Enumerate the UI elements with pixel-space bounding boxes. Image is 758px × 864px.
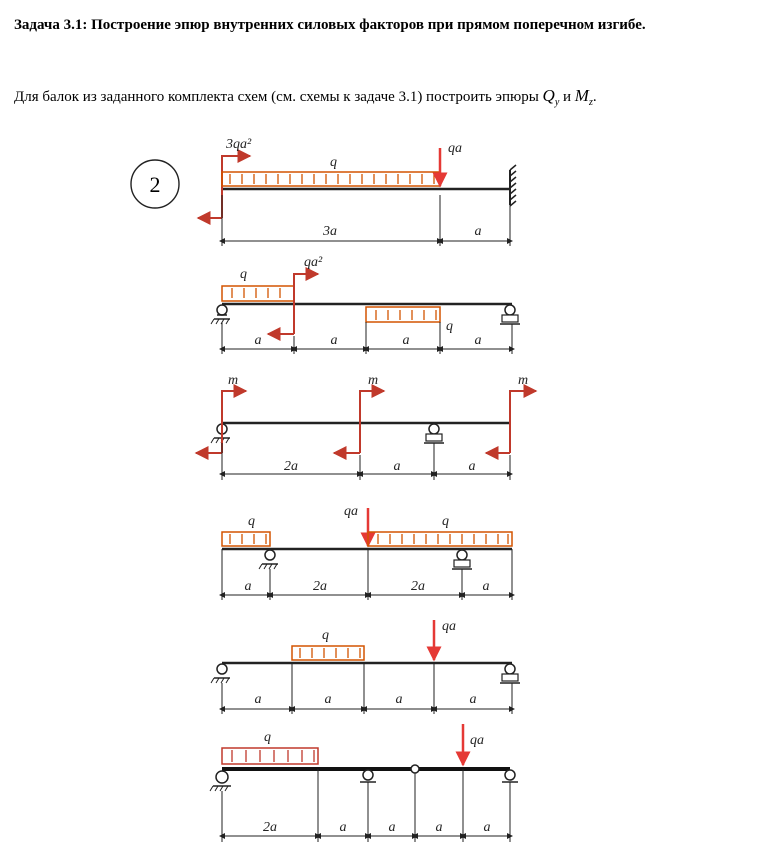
beam6-dim-5: a [483,820,491,835]
roller-support-icon [500,664,520,683]
beam-4 [222,504,512,600]
beam-2 [211,255,520,354]
beam6-force-label: qa [470,733,484,748]
beam-1 [198,137,516,246]
distributed-load-icon [222,532,270,546]
beam6-dim-3: a [388,820,396,835]
fixed-support-icon [510,165,516,206]
var-m: M [574,86,589,105]
beam4-dim-3: 2a [411,579,425,594]
distributed-load-icon [366,307,440,322]
roller-support-icon [502,770,518,782]
task-conj: и [559,89,575,105]
dimension-line [222,322,512,354]
beam2-dim-4: a [474,333,482,348]
beam1-dim-2: a [474,224,482,239]
distributed-load-icon [222,748,318,764]
roller-support-icon [424,424,444,443]
roller-support-icon [360,770,376,782]
scheme-number: 2 [149,172,161,197]
beam3-m1-label: m [228,373,239,388]
beam5-dim-4: a [469,692,477,707]
roller-support-icon [500,305,520,324]
distributed-load-icon [292,646,364,660]
beam2-q2-label: q [446,319,453,334]
hinge-icon [411,765,419,773]
pin-support-icon [210,771,231,791]
beam3-m3-label: m [518,373,529,388]
beam1-dim-1: 3a [323,224,337,239]
beam-6 [210,724,518,842]
beam3-dim-1: 2a [284,459,298,474]
beam3-dim-3: a [468,459,476,474]
dimension-line [222,195,510,246]
distributed-load-icon [222,172,440,186]
beam-5 [211,619,520,714]
beam2-q1-label: q [240,267,247,282]
scheme-number-badge [131,160,179,208]
distributed-load-icon [368,532,512,546]
beam1-q-label: q [330,155,337,170]
roller-support-icon [452,550,472,569]
beam2-dim-2: a [330,333,338,348]
beam4-dim-4: a [482,579,490,594]
task-end: . [592,89,597,105]
beam6-dim-2: a [339,820,347,835]
beam-3 [196,373,536,480]
beam5-dim-3: a [395,692,403,707]
beam4-q1-label: q [248,514,255,529]
beam3-m2-label: m [368,373,379,388]
dimension-line [222,663,512,714]
beam6-dim-1: 2a [263,820,277,835]
pin-support-icon [259,550,278,569]
beam2-dim-1: a [254,333,262,348]
pin-support-icon [211,664,230,683]
moment-arrow-icon [198,156,250,218]
var-q-sub: y [554,97,560,108]
beam4-dim-2: 2a [313,579,327,594]
pin-support-icon [211,424,230,443]
beam6-q-label: q [264,730,271,745]
beam4-q2-label: q [442,514,449,529]
task-text: Для балок из заданного комплекта схем (см. схемы к задаче 3.1) построить эпюры [14,89,543,105]
beam5-force-label: qa [442,619,456,634]
beam3-dim-2: a [393,459,401,474]
dimension-line [222,443,510,480]
distributed-load-icon [222,286,294,301]
beam5-dim-2: a [324,692,332,707]
pin-support-icon [211,305,230,324]
beam5-q-label: q [322,628,329,643]
beam5-dim-1: a [254,692,262,707]
beam6-dim-4: a [435,820,443,835]
beam4-dim-1: a [244,579,252,594]
var-q: Q [542,86,555,105]
beam1-force-label: qa [448,141,462,156]
beam4-force-label: qa [344,504,358,519]
var-m-sub: z [588,97,593,108]
beam2-dim-3: a [402,333,410,348]
beam2-moment-label: qa² [304,255,323,270]
beam1-moment-label: 3qa² [226,137,252,152]
page-title: Задача 3.1: Построение эпюр внутренних силовых факторов при прямом поперечном изгибе. [14,17,646,33]
